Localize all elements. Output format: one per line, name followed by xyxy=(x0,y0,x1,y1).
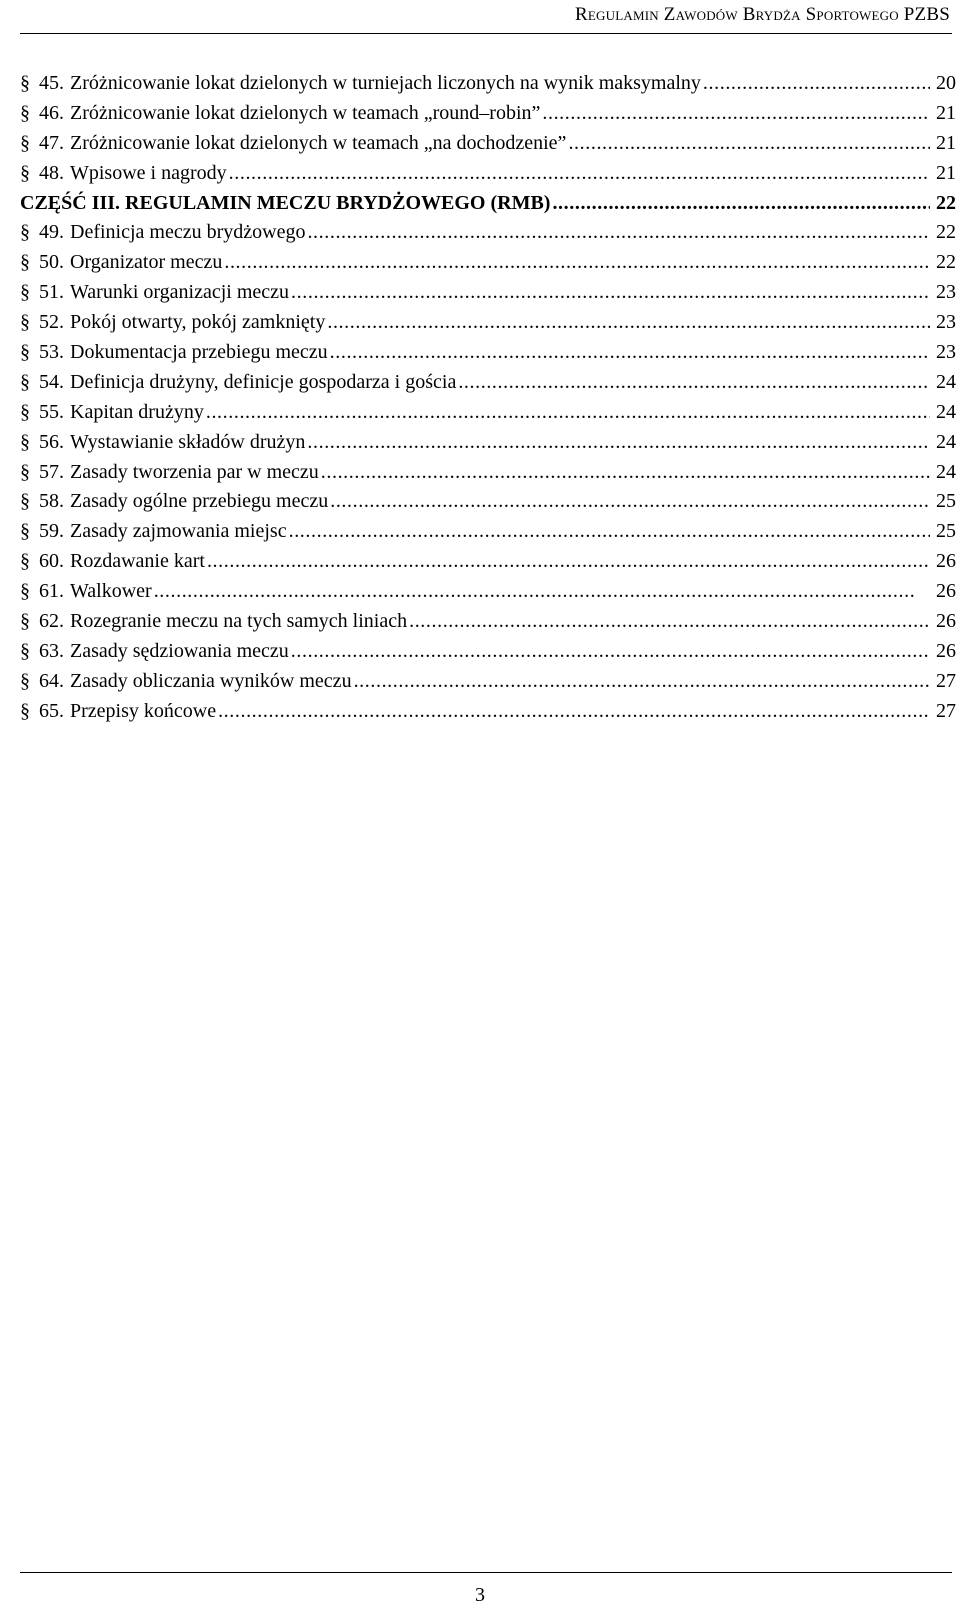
toc-page-number: 22 xyxy=(936,251,956,274)
toc-section-symbol: § xyxy=(20,72,30,94)
toc-section-symbol: § xyxy=(20,460,30,483)
toc-entry-number: 47. xyxy=(39,131,64,154)
toc-section-symbol: § xyxy=(20,311,30,334)
toc-dot-leader xyxy=(207,547,930,577)
toc-entry-number: 50. xyxy=(39,251,64,274)
toc-section-symbol: § xyxy=(20,520,30,543)
toc-dot-leader xyxy=(568,129,930,159)
toc-dot-leader xyxy=(154,577,930,607)
toc-entry-number: 49. xyxy=(39,221,64,244)
toc-entry-title: Zasady zajmowania miejsc xyxy=(70,520,287,543)
toc-dot-leader xyxy=(330,338,930,368)
toc-entry[interactable] xyxy=(20,637,956,667)
header-divider xyxy=(20,33,952,34)
toc-entry[interactable] xyxy=(20,129,956,159)
toc-dot-leader xyxy=(703,69,930,99)
toc-section-symbol: § xyxy=(20,101,30,124)
toc-page-number: 21 xyxy=(936,161,956,184)
toc-dot-leader xyxy=(321,458,930,488)
toc-section-symbol: § xyxy=(20,370,30,393)
toc-entry[interactable] xyxy=(20,248,956,278)
toc-entry-title: Wpisowe i nagrody xyxy=(70,161,227,184)
toc-entry-number: 64. xyxy=(39,669,64,692)
toc-entry[interactable] xyxy=(20,99,956,129)
page-number: 3 xyxy=(475,1584,485,1606)
toc-entry[interactable] xyxy=(20,547,956,577)
toc-page-number: 21 xyxy=(936,131,956,154)
toc-entry-number: 65. xyxy=(39,699,64,722)
toc-entry-number: 52. xyxy=(39,311,64,334)
toc-dot-leader xyxy=(327,308,930,338)
toc-entry-title: Przepisy końcowe xyxy=(70,699,217,722)
toc-page-number: 26 xyxy=(936,610,956,633)
toc-entry[interactable] xyxy=(20,428,956,458)
toc-dot-leader xyxy=(291,637,930,667)
toc-entry-title: Walkower xyxy=(70,580,152,603)
toc-dot-leader xyxy=(307,218,930,248)
toc-page-number: 27 xyxy=(936,669,956,692)
toc-section-symbol: § xyxy=(20,131,30,154)
toc-dot-leader xyxy=(289,517,930,547)
toc-dot-leader xyxy=(354,667,930,697)
toc-part-heading[interactable] xyxy=(20,189,956,219)
toc-entry[interactable] xyxy=(20,368,956,398)
toc-section-symbol: § xyxy=(20,430,30,453)
toc-page-number: 22 xyxy=(936,221,956,244)
toc-entry-title: Zasady sędziowania meczu xyxy=(70,639,289,662)
toc-entry-title: Organizator meczu xyxy=(70,251,223,274)
toc-page-number: 24 xyxy=(936,400,956,423)
toc-section-symbol: § xyxy=(20,550,30,573)
toc-section-symbol: § xyxy=(20,221,30,244)
toc-entry-number: 55. xyxy=(39,400,64,423)
toc-entry-title: Warunki organizacji meczu xyxy=(70,281,290,304)
toc-section-symbol: § xyxy=(20,251,30,274)
toc-entry[interactable] xyxy=(20,667,956,697)
toc-section-symbol: § xyxy=(20,490,30,513)
toc-entry[interactable] xyxy=(20,218,956,248)
toc-entry-title: Zróżnicowanie lokat dzielonych w teamach „na dochodzenie” xyxy=(70,131,567,154)
toc-entry-title: Zróżnicowanie lokat dzielonych w turniejach liczonych na wynik maksymalny xyxy=(70,72,701,94)
toc-entry-title: Zasady obliczania wyników meczu xyxy=(70,669,352,692)
toc-page-number: 20 xyxy=(936,72,956,94)
toc-entry-number: 51. xyxy=(39,281,64,304)
toc-dot-leader xyxy=(291,278,930,308)
toc-entry[interactable] xyxy=(20,69,956,99)
toc-entry-title: Definicja drużyny, definicje gospodarza i gościa xyxy=(70,370,457,393)
toc-dot-leader xyxy=(229,159,930,189)
toc-section-symbol: § xyxy=(20,580,30,603)
toc-entry[interactable] xyxy=(20,398,956,428)
toc-entry-title: CZĘŚĆ III. REGULAMIN MECZU BRYDŻOWEGO (RMB) xyxy=(20,191,551,214)
toc-entry-title: Wystawianie składów drużyn xyxy=(70,430,306,453)
toc-dot-leader xyxy=(542,99,930,129)
toc-entry-title: Zasady tworzenia par w meczu xyxy=(70,460,319,483)
toc-entry-number: 60. xyxy=(39,550,64,573)
toc-section-symbol: § xyxy=(20,669,30,692)
toc-section-symbol: § xyxy=(20,400,30,423)
toc-entry-number: 46. xyxy=(39,101,64,124)
footer-divider xyxy=(20,1572,952,1573)
toc-dot-leader xyxy=(458,368,930,398)
toc-entry[interactable] xyxy=(20,278,956,308)
toc-entry[interactable] xyxy=(20,697,956,727)
toc-page-number: 21 xyxy=(936,101,956,124)
toc-page-number: 24 xyxy=(936,460,956,483)
toc-entry[interactable] xyxy=(20,338,956,368)
toc-entry-title: Rozegranie meczu na tych samych liniach xyxy=(70,610,408,633)
toc-entry-number: 45. xyxy=(39,72,64,94)
toc-entry[interactable] xyxy=(20,607,956,637)
page-header-title: Regulamin Zawodów Brydża Sportowego PZBS xyxy=(575,4,950,25)
toc-page-number: 23 xyxy=(936,281,956,304)
toc-dot-leader xyxy=(552,189,930,219)
toc-page-number: 23 xyxy=(936,341,956,364)
toc-entry-number: 63. xyxy=(39,639,64,662)
toc-entry[interactable] xyxy=(20,577,956,607)
toc-entry[interactable] xyxy=(20,458,956,488)
toc-section-symbol: § xyxy=(20,161,30,184)
toc-entry-number: 54. xyxy=(39,370,64,393)
toc-page-number: 23 xyxy=(936,311,956,334)
toc-entry[interactable] xyxy=(20,308,956,338)
toc-entry-number: 56. xyxy=(39,430,64,453)
toc-page-number: 22 xyxy=(936,191,956,214)
toc-entry-title: Zróżnicowanie lokat dzielonych w teamach „round–robin” xyxy=(70,101,541,124)
toc-entry-title: Kapitan drużyny xyxy=(70,400,204,423)
toc-entry[interactable] xyxy=(20,487,956,517)
toc-section-symbol: § xyxy=(20,639,30,662)
toc-dot-leader xyxy=(206,398,930,428)
toc-page-number: 24 xyxy=(936,370,956,393)
toc-entry[interactable] xyxy=(20,159,956,189)
toc-entry-title: Dokumentacja przebiegu meczu xyxy=(70,341,328,364)
toc-page-number: 25 xyxy=(936,520,956,543)
table-of-contents xyxy=(20,69,956,727)
toc-page-number: 26 xyxy=(936,580,956,603)
toc-entry-title: Zasady ogólne przebiegu meczu xyxy=(70,490,329,513)
toc-entry-title: Rozdawanie kart xyxy=(70,550,205,573)
toc-entry[interactable] xyxy=(20,517,956,547)
toc-dot-leader xyxy=(307,428,930,458)
toc-page-number: 26 xyxy=(936,550,956,573)
toc-section-symbol: § xyxy=(20,699,30,722)
toc-dot-leader xyxy=(330,487,930,517)
toc-entry-title: Definicja meczu brydżowego xyxy=(70,221,306,244)
toc-entry-number: 58. xyxy=(39,490,64,513)
toc-dot-leader xyxy=(224,248,930,278)
toc-dot-leader xyxy=(409,607,930,637)
toc-dot-leader xyxy=(218,697,930,727)
toc-entry-number: 53. xyxy=(39,341,64,364)
toc-entry-number: 59. xyxy=(39,520,64,543)
toc-entry-number: 61. xyxy=(39,580,64,603)
toc-page-number: 24 xyxy=(936,430,956,453)
toc-entry-title: Pokój otwarty, pokój zamknięty xyxy=(70,311,326,334)
toc-entry-number: 48. xyxy=(39,161,64,184)
toc-page-number: 27 xyxy=(936,699,956,722)
toc-page-number: 25 xyxy=(936,490,956,513)
toc-page-number: 26 xyxy=(936,639,956,662)
toc-entry-number: 62. xyxy=(39,610,64,633)
toc-section-symbol: § xyxy=(20,610,30,633)
toc-section-symbol: § xyxy=(20,341,30,364)
toc-section-symbol: § xyxy=(20,281,30,304)
toc-entry-number: 57. xyxy=(39,460,64,483)
